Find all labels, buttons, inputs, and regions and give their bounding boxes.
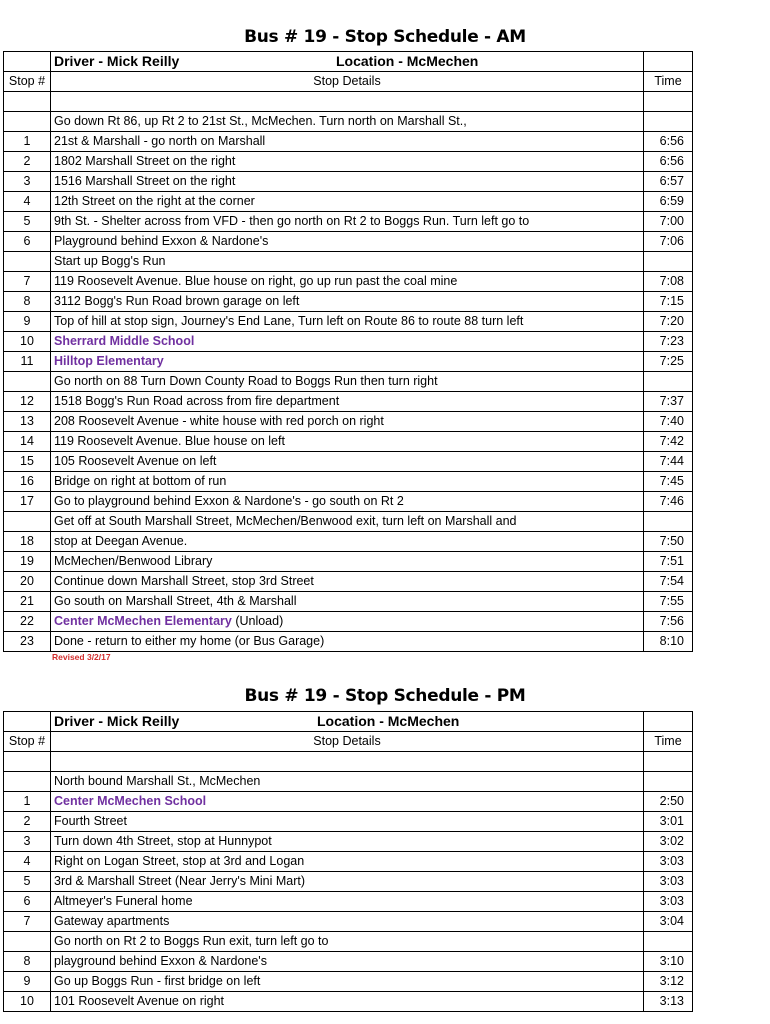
stop-details (51, 92, 644, 112)
stop-details-text: 3112 Bogg's Run Road brown garage on left (54, 294, 300, 308)
stop-details (51, 392, 644, 412)
stop-details-text: Altmeyer's Funeral home (54, 894, 193, 908)
stop-time: 7:44 (644, 452, 693, 472)
stop-number (4, 92, 51, 112)
am-stop-row (4, 92, 693, 112)
stop-time: 7:06 (644, 232, 693, 252)
stop-number: 10 (4, 992, 51, 1012)
stop-details (51, 992, 644, 1012)
stop-details-text: Bridge on right at bottom of run (54, 474, 227, 488)
am-schedule-table (3, 51, 693, 652)
am-col-details: Stop Details (51, 72, 644, 92)
stop-details-text: 1802 Marshall Street on the right (54, 154, 236, 168)
stop-details-text: Turn down 4th Street, stop at Hunnypot (54, 834, 272, 848)
stop-time: 3:03 (644, 852, 693, 872)
stop-number (4, 112, 51, 132)
stop-number: 2 (4, 152, 51, 172)
stop-time: 7:23 (644, 332, 693, 352)
am-stop-row (4, 372, 693, 392)
am-stop-row (4, 312, 693, 332)
am-stop-row (4, 452, 693, 472)
stop-time: 7:15 (644, 292, 693, 312)
stop-details-text: Right on Logan Street, stop at 3rd and Logan (54, 854, 305, 868)
stop-number: 12 (4, 392, 51, 412)
am-stop-row (4, 472, 693, 492)
stop-details (51, 472, 644, 492)
stop-time: 7:50 (644, 532, 693, 552)
stop-details (51, 212, 644, 232)
stop-number: 23 (4, 632, 51, 652)
am-stop-row (4, 192, 693, 212)
stop-details (51, 932, 644, 952)
stop-details-text: 119 Roosevelt Avenue. Blue house on right, go up run past the coal mine (54, 274, 458, 288)
am-col-time: Time (644, 72, 693, 92)
stop-details (51, 552, 644, 572)
stop-details (51, 452, 644, 472)
stop-number: 11 (4, 352, 51, 372)
pm-stop-row (4, 852, 693, 872)
am-stop-row (4, 232, 693, 252)
stop-time: 6:56 (644, 152, 693, 172)
stop-details (51, 872, 644, 892)
stop-number: 7 (4, 912, 51, 932)
stop-number: 1 (4, 792, 51, 812)
am-column-header-row (4, 72, 693, 92)
stop-details (51, 252, 644, 272)
stop-details-text: 101 Roosevelt Avenue on right (54, 994, 225, 1008)
stop-time: 2:50 (644, 792, 693, 812)
stop-time: 3:01 (644, 812, 693, 832)
stop-number (4, 772, 51, 792)
stop-details-text: stop at Deegan Avenue. (54, 534, 188, 548)
am-header-row (4, 52, 693, 72)
stop-details-text: 1516 Marshall Street on the right (54, 174, 236, 188)
stop-number: 7 (4, 272, 51, 292)
stop-time: 3:03 (644, 872, 693, 892)
stop-details (51, 312, 644, 332)
stop-time: 7:20 (644, 312, 693, 332)
stop-details (51, 132, 644, 152)
am-stop-row (4, 592, 693, 612)
am-stop-row (4, 252, 693, 272)
stop-details (51, 192, 644, 212)
am-schedule (3, 51, 692, 652)
am-stop-row (4, 612, 693, 632)
school-name: Hilltop Elementary (54, 354, 164, 368)
stop-number: 16 (4, 472, 51, 492)
am-stop-row (4, 272, 693, 292)
stop-number: 21 (4, 592, 51, 612)
stop-number (4, 372, 51, 392)
revised-note: Revised 3/2/17 (52, 652, 111, 662)
stop-number: 1 (4, 132, 51, 152)
stop-time (644, 932, 693, 952)
stop-details (51, 292, 644, 312)
stop-time: 3:12 (644, 972, 693, 992)
pm-column-header-row (4, 732, 693, 752)
am-stop-row (4, 132, 693, 152)
stop-details-text: Go south on Marshall Street, 4th & Marshall (54, 594, 297, 608)
stop-number: 8 (4, 292, 51, 312)
stop-time: 7:25 (644, 352, 693, 372)
stop-details (51, 572, 644, 592)
stop-details-text: Go down Rt 86, up Rt 2 to 21st St., McMechen. Turn north on Marshall St., (54, 114, 467, 128)
am-stop-row (4, 212, 693, 232)
stop-details-text: Top of hill at stop sign, Journey's End Lane, Turn left on Route 86 to route 88 turn left (54, 314, 524, 328)
pm-stop-row (4, 932, 693, 952)
stop-time (644, 92, 693, 112)
am-stop-row (4, 292, 693, 312)
stop-number: 5 (4, 872, 51, 892)
stop-details (51, 152, 644, 172)
stop-number: 9 (4, 312, 51, 332)
stop-number: 10 (4, 332, 51, 352)
stop-time (644, 372, 693, 392)
stop-details-text: Gateway apartments (54, 914, 170, 928)
stop-details (51, 512, 644, 532)
am-stop-row (4, 572, 693, 592)
stop-time: 7:56 (644, 612, 693, 632)
pm-col-time: Time (644, 732, 693, 752)
stop-details (51, 412, 644, 432)
pm-stop-row (4, 792, 693, 812)
stop-number: 5 (4, 212, 51, 232)
pm-stop-row (4, 772, 693, 792)
stop-time (644, 112, 693, 132)
stop-details-text: 12th Street on the right at the corner (54, 194, 255, 208)
pm-schedule (3, 711, 692, 1012)
am-stop-row (4, 552, 693, 572)
pm-col-stop: Stop # (4, 732, 51, 752)
stop-details-suffix: (Unload) (231, 614, 284, 628)
pm-driver: Driver - Mick Reilly (54, 713, 180, 729)
school-name: Center McMechen Elementary (54, 614, 232, 628)
am-location: Location - McMechen (336, 53, 479, 69)
stop-details-text: Start up Bogg's Run (54, 254, 166, 268)
stop-details (51, 952, 644, 972)
stop-time: 6:59 (644, 192, 693, 212)
am-stop-row (4, 332, 693, 352)
am-stop-row (4, 432, 693, 452)
am-stop-row (4, 392, 693, 412)
pm-stop-row (4, 872, 693, 892)
pm-stop-row (4, 892, 693, 912)
stop-time: 7:37 (644, 392, 693, 412)
pm-stop-row (4, 912, 693, 932)
stop-details (51, 972, 644, 992)
stop-time: 6:56 (644, 132, 693, 152)
stop-time: 7:55 (644, 592, 693, 612)
stop-time: 7:42 (644, 432, 693, 452)
stop-details (51, 272, 644, 292)
stop-time: 8:10 (644, 632, 693, 652)
am-stop-row (4, 112, 693, 132)
stop-time: 3:10 (644, 952, 693, 972)
stop-time: 3:04 (644, 912, 693, 932)
stop-details (51, 112, 644, 132)
pm-schedule-title: Bus # 19 - Stop Schedule - PM (244, 686, 526, 706)
pm-header-row (4, 712, 693, 732)
stop-time: 3:13 (644, 992, 693, 1012)
stop-details-text: 3rd & Marshall Street (Near Jerry's Mini Mart) (54, 874, 306, 888)
stop-details (51, 232, 644, 252)
am-stop-row (4, 152, 693, 172)
stop-details-text: Go to playground behind Exxon & Nardone's - go south on Rt 2 (54, 494, 404, 508)
stop-details-text: 105 Roosevelt Avenue on left (54, 454, 217, 468)
pm-col-details: Stop Details (51, 732, 644, 752)
stop-details (51, 752, 644, 772)
pm-stop-row (4, 952, 693, 972)
stop-number: 14 (4, 432, 51, 452)
stop-details-text: Playground behind Exxon & Nardone's (54, 234, 269, 248)
stop-details-text: 9th St. - Shelter across from VFD - then go north on Rt 2 to Boggs Run. Turn left go to (54, 214, 530, 228)
school-name: Center McMechen School (54, 794, 207, 808)
stop-details (51, 892, 644, 912)
stop-number: 4 (4, 192, 51, 212)
stop-details (51, 492, 644, 512)
school-name: Sherrard Middle School (54, 334, 195, 348)
am-stop-row (4, 172, 693, 192)
stop-details-text: McMechen/Benwood Library (54, 554, 213, 568)
stop-time (644, 252, 693, 272)
stop-time (644, 512, 693, 532)
pm-stop-row (4, 992, 693, 1012)
stop-number: 4 (4, 852, 51, 872)
stop-details (51, 532, 644, 552)
stop-details (51, 352, 644, 372)
stop-time: 7:40 (644, 412, 693, 432)
stop-details-text: Go north on Rt 2 to Boggs Run exit, turn left go to (54, 934, 329, 948)
stop-details-text: 119 Roosevelt Avenue. Blue house on left (54, 434, 285, 448)
stop-details-text: 208 Roosevelt Avenue - white house with red porch on right (54, 414, 384, 428)
stop-number: 3 (4, 832, 51, 852)
stop-number (4, 512, 51, 532)
pm-stop-row (4, 812, 693, 832)
stop-number: 18 (4, 532, 51, 552)
stop-details-text: 21st & Marshall - go north on Marshall (54, 134, 266, 148)
stop-details-text: playground behind Exxon & Nardone's (54, 954, 267, 968)
stop-number (4, 752, 51, 772)
stop-details-text: Fourth Street (54, 814, 127, 828)
stop-details (51, 812, 644, 832)
stop-time: 7:51 (644, 552, 693, 572)
stop-details (51, 432, 644, 452)
am-stop-row (4, 352, 693, 372)
stop-time (644, 772, 693, 792)
stop-details (51, 772, 644, 792)
am-stop-row (4, 492, 693, 512)
stop-details-text: Go north on 88 Turn Down County Road to Boggs Run then turn right (54, 374, 438, 388)
am-col-stop: Stop # (4, 72, 51, 92)
stop-number: 22 (4, 612, 51, 632)
stop-time: 7:54 (644, 572, 693, 592)
stop-number: 17 (4, 492, 51, 512)
stop-details-text: Continue down Marshall Street, stop 3rd Street (54, 574, 314, 588)
am-stop-row (4, 632, 693, 652)
pm-stop-row (4, 832, 693, 852)
stop-time: 7:46 (644, 492, 693, 512)
stop-time: 6:57 (644, 172, 693, 192)
pm-location: Location - McMechen (317, 713, 460, 729)
stop-number (4, 252, 51, 272)
stop-details-text: Go up Boggs Run - first bridge on left (54, 974, 261, 988)
am-schedule-title: Bus # 19 - Stop Schedule - AM (244, 27, 526, 47)
stop-number: 9 (4, 972, 51, 992)
am-driver-cell (51, 52, 644, 72)
stop-details-text: 1518 Bogg's Run Road across from fire department (54, 394, 340, 408)
stop-details (51, 792, 644, 812)
am-driver: Driver - Mick Reilly (54, 53, 180, 69)
stop-details (51, 852, 644, 872)
stop-number: 15 (4, 452, 51, 472)
stop-details (51, 592, 644, 612)
stop-number (4, 932, 51, 952)
stop-details-text: Done - return to either my home (or Bus Garage) (54, 634, 325, 648)
stop-number: 20 (4, 572, 51, 592)
stop-time: 7:00 (644, 212, 693, 232)
stop-time: 3:03 (644, 892, 693, 912)
stop-number: 2 (4, 812, 51, 832)
stop-number: 3 (4, 172, 51, 192)
stop-number: 6 (4, 892, 51, 912)
stop-details-text: Get off at South Marshall Street, McMechen/Benwood exit, turn left on Marshall and (54, 514, 517, 528)
stop-details (51, 912, 644, 932)
stop-number: 19 (4, 552, 51, 572)
stop-details-text: North bound Marshall St., McMechen (54, 774, 261, 788)
am-stop-row (4, 412, 693, 432)
stop-details (51, 172, 644, 192)
pm-stop-row (4, 972, 693, 992)
stop-time (644, 752, 693, 772)
pm-stop-row (4, 752, 693, 772)
stop-details (51, 612, 644, 632)
stop-time: 7:08 (644, 272, 693, 292)
stop-details (51, 832, 644, 852)
am-stop-row (4, 512, 693, 532)
stop-details (51, 632, 644, 652)
stop-number: 13 (4, 412, 51, 432)
stop-number: 6 (4, 232, 51, 252)
pm-driver-cell (51, 712, 644, 732)
stop-time: 3:02 (644, 832, 693, 852)
stop-details (51, 372, 644, 392)
stop-number: 8 (4, 952, 51, 972)
am-stop-row (4, 532, 693, 552)
stop-time: 7:45 (644, 472, 693, 492)
stop-details (51, 332, 644, 352)
pm-schedule-table (3, 711, 693, 1012)
